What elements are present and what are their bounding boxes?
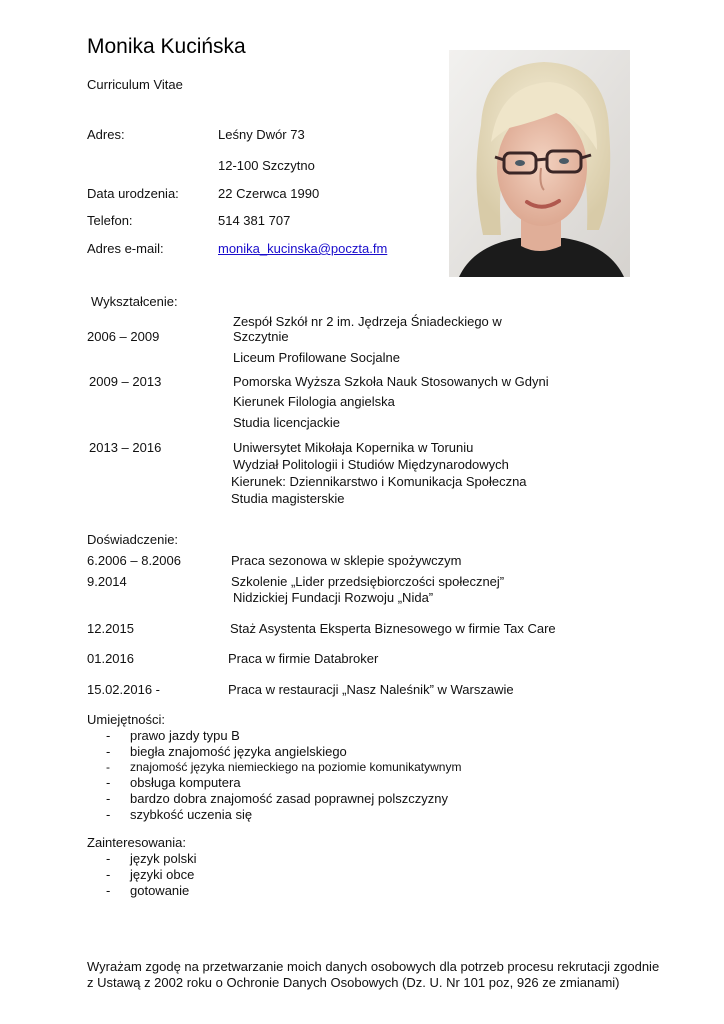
portrait-photo-icon [449,50,630,277]
education-line: Uniwersytet Mikołaja Kopernika w Toruniu [233,440,474,455]
education-line: Pomorska Wyższa Szkoła Nauk Stosowanych w Gdyni [233,374,549,389]
list-item: - prawo jazdy typu B [87,728,461,744]
phone-label: Telefon: [87,213,133,228]
education-line: Kierunek: Dziennikarstwo i Komunikacja Społeczna [231,474,527,489]
education-line: Zespół Szkół nr 2 im. Jędrzeja Śniadeckiego w [233,314,502,329]
email-label: Adres e-mail: [87,241,164,256]
education-line: Liceum Profilowane Socjalne [233,350,400,365]
email-link[interactable]: monika_kucinska@poczta.fm [218,241,388,256]
education-heading: Wykształcenie: [91,294,178,309]
experience-period: 6.2006 – 8.2006 [87,553,181,568]
list-item: - obsługa komputera [87,775,461,791]
consent-clause-line1: Wyrażam zgodę na przetwarzanie moich danych osobowych dla potrzeb procesu rekrutacji zgodnie [87,959,660,974]
address-line1: Leśny Dwór 73 [218,127,305,142]
list-item: - szybkość uczenia się [87,807,461,823]
list-item: - język polski [87,851,196,867]
list-item: - języki obce [87,867,196,883]
education-period: 2009 – 2013 [89,374,162,389]
education-line: Kierunek Filologia angielska [233,394,395,409]
experience-period: 01.2016 [87,651,134,666]
interests-heading: Zainteresowania: [87,835,186,850]
birth-date-label: Data urodzenia: [87,186,179,201]
experience-line: Szkolenie „Lider przedsiębiorczości społecznej” [231,574,505,589]
birth-date-value: 22 Czerwca 1990 [218,186,320,201]
experience-line: Praca w firmie Databroker [228,651,379,666]
list-item: - bardzo dobra znajomość zasad poprawnej polszczyzny [87,791,461,807]
experience-heading: Doświadczenie: [87,532,179,547]
education-period: 2013 – 2016 [89,440,162,455]
skills-list [87,728,461,823]
list-item: - biegła znajomość języka angielskiego [87,744,461,760]
experience-period: 12.2015 [87,621,134,636]
list-item: - gotowanie [87,883,196,899]
education-line: Studia magisterskie [231,491,345,506]
skills-heading: Umiejętności: [87,712,166,727]
address-line2: 12-100 Szczytno [218,158,315,173]
consent-clause-line2: z Ustawą z 2002 roku o Ochronie Danych Osobowych (Dz. U. Nr 101 poz, 926 ze zmianami) [87,975,620,990]
interests-list [87,851,196,899]
experience-period: 15.02.2016 - [87,682,161,697]
experience-line: Praca sezonowa w sklepie spożywczym [231,553,462,568]
phone-value: 514 381 707 [218,213,291,228]
address-label: Adres: [87,127,125,142]
document-subtitle: Curriculum Vitae [87,77,183,92]
education-line: Szczytnie [233,329,289,344]
experience-period: 9.2014 [87,574,127,589]
list-item: - znajomość języka niemieckiego na poziomie komunikatywnym [87,760,461,775]
experience-line: Praca w restauracji „Nasz Naleśnik” w Warszawie [228,682,514,697]
experience-line: Nidzickiej Fundacji Rozwoju „Nida” [233,590,434,605]
education-line: Studia licencjackie [233,415,340,430]
education-line: Wydział Politologii i Studiów Międzynarodowych [233,457,509,472]
page-title: Monika Kucińska [87,35,246,58]
experience-line: Staż Asystenta Eksperta Biznesowego w firmie Tax Care [230,621,556,636]
education-period: 2006 – 2009 [87,329,160,344]
